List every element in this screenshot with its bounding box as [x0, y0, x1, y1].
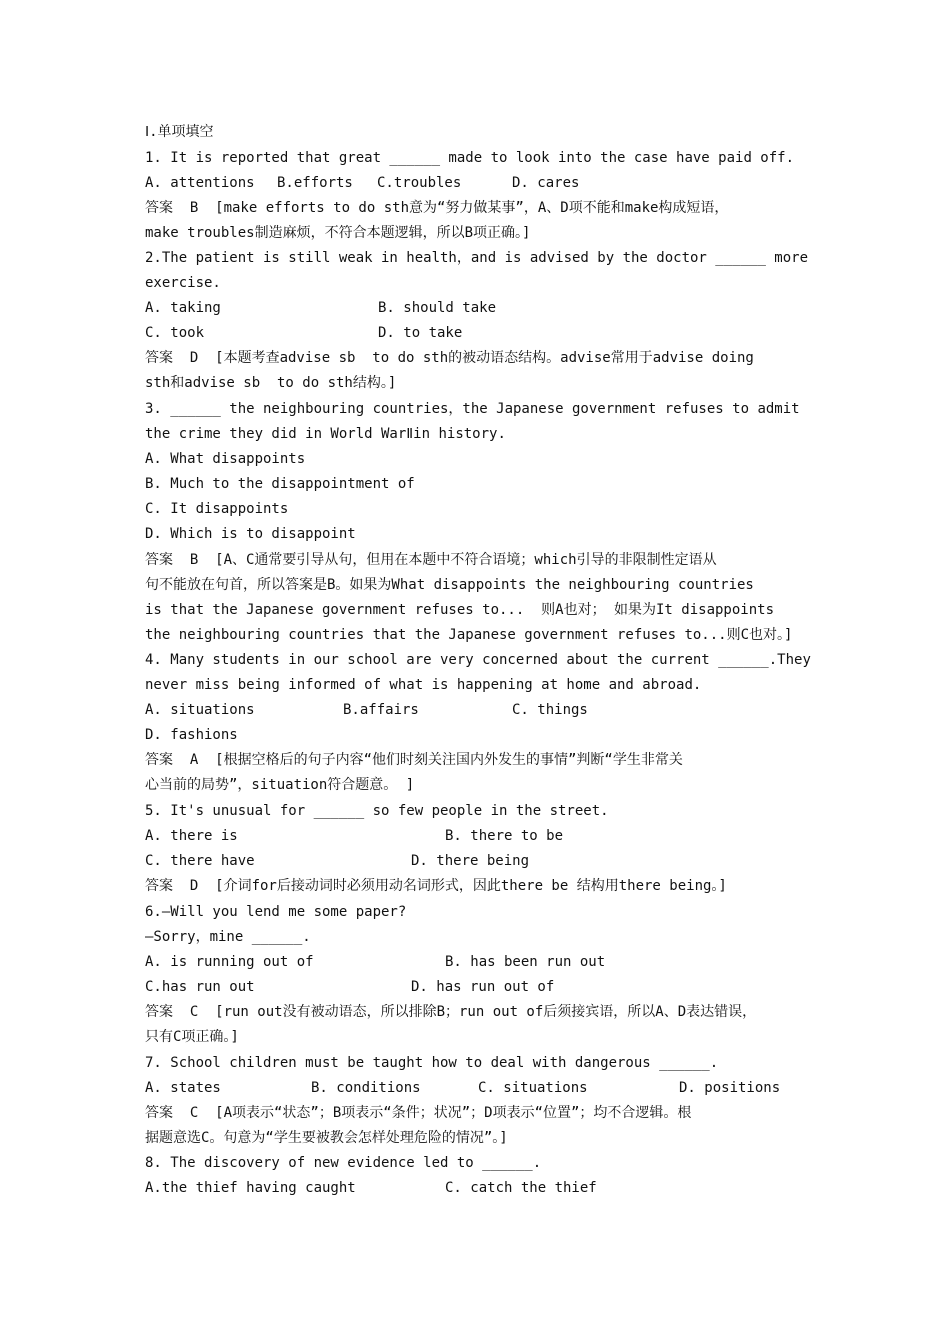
- question-4-answer-line-1: 答案 A [根据空格后的句子内容“他们时刻关注国内外发生的事情”判断“学生非常关: [145, 752, 683, 768]
- option-d: D. positions: [679, 1080, 781, 1096]
- option-b: B.affairs: [343, 702, 419, 718]
- option-c: C.troubles: [377, 175, 462, 191]
- option-d: D. to take: [378, 325, 463, 341]
- section-title: Ⅰ.单项填空: [145, 124, 214, 140]
- option-d: D. cares: [512, 175, 580, 191]
- question-1-stem: 1. It is reported that great ______ made to look into the case have paid off.: [145, 150, 795, 166]
- question-5-options-row-2: [145, 851, 530, 871]
- question-6-answer-line-1: 答案 C [run out没有被动语态，所以排除B；run out of后须接宾语，所以A、D表达错误，: [145, 1004, 757, 1020]
- option-a: A. is running out of: [145, 954, 314, 970]
- question-2-stem-line-2: exercise.: [145, 275, 221, 291]
- question-7-stem: 7. School children must be taught how to deal with dangerous ______.: [145, 1055, 719, 1071]
- option-c: C. things: [512, 702, 588, 718]
- option-b: B. should take: [378, 300, 497, 316]
- question-4-options-row-1: [145, 700, 588, 720]
- question-6-stem-line-1: 6.—Will you lend me some paper?: [145, 904, 407, 920]
- question-3-stem-line-1: 3. ______ the neighbouring countries，the Japanese government refuses to admit: [145, 401, 800, 417]
- question-3-option-c: C. It disappoints: [145, 501, 289, 517]
- question-3-option-d: D. Which is to disappoint: [145, 526, 356, 542]
- option-c: C. there have: [145, 853, 255, 869]
- question-4-stem-line-1: 4. Many students in our school are very concerned about the current ______.They: [145, 652, 811, 668]
- question-3-answer-line-3: is that the Japanese government refuses to... 则A也对； 如果为It disappoints: [145, 602, 775, 618]
- question-1-options: [145, 173, 580, 193]
- question-1-answer-line-1: 答案 B [make efforts to do sth意为“努力做某事”，A、D项不能和make构成短语，: [145, 200, 729, 216]
- question-4-answer-line-2: 心当前的局势”，situation符合题意。 ]: [145, 777, 415, 793]
- option-b: B. conditions: [311, 1080, 421, 1096]
- option-a: A. attentions: [145, 175, 255, 191]
- question-6-stem-line-2: —Sorry，mine ______.: [145, 929, 311, 945]
- question-6-options-row-1: [145, 952, 606, 972]
- question-6-options-row-2: [145, 977, 555, 997]
- option-a: A.the thief having caught: [145, 1180, 356, 1196]
- question-3-stem-line-2: the crime they did in World WarⅡin history.: [145, 426, 506, 442]
- question-8-options: [145, 1178, 597, 1198]
- question-2-stem-line-1: 2.The patient is still weak in health，and is advised by the doctor ______ more: [145, 250, 809, 266]
- question-2-options-row-1: [145, 298, 497, 318]
- question-3-answer-line-4: the neighbouring countries that the Japanese government refuses to...则C也对。]: [145, 627, 793, 643]
- question-2-answer-line-1: 答案 D [本题考查advise sb to do sth的被动语态结构。advise常用于advise doing: [145, 350, 754, 366]
- option-d: D. there being: [411, 853, 530, 869]
- option-c: C. took: [145, 325, 205, 341]
- question-4-stem-line-2: never miss being informed of what is happening at home and abroad.: [145, 677, 702, 693]
- question-5-stem: 5. It's unusual for ______ so few people in the street.: [145, 803, 609, 819]
- question-3-option-a: A. What disappoints: [145, 451, 306, 467]
- question-5-answer: 答案 D [介词for后接动词时必须用动名词形式，因此there be 结构用there being。]: [145, 878, 727, 894]
- option-c: C. situations: [478, 1080, 588, 1096]
- question-5-options-row-1: [145, 826, 564, 846]
- option-b: B. there to be: [445, 828, 564, 844]
- option-a: A. states: [145, 1080, 221, 1096]
- option-a: A. there is: [145, 828, 238, 844]
- option-c: C. catch the thief: [445, 1180, 597, 1196]
- question-2-answer-line-2: sth和advise sb to do sth结构。]: [145, 375, 397, 391]
- question-7-answer-line-1: 答案 C [A项表示“状态”；B项表示“条件；状况”；D项表示“位置”；均不合逻辑。根: [145, 1105, 692, 1121]
- question-7-answer-line-2: 据题意选C。句意为“学生要被教会怎样处理危险的情况”。]: [145, 1130, 508, 1146]
- question-6-answer-line-2: 只有C项正确。]: [145, 1029, 239, 1045]
- option-a: A. situations: [145, 702, 255, 718]
- option-c: C.has run out: [145, 979, 255, 995]
- option-b: B. has been run out: [445, 954, 606, 970]
- question-3-answer-line-1: 答案 B [A、C通常要引导从句，但用在本题中不符合语境；which引导的非限制性定语从: [145, 552, 717, 568]
- question-8-stem: 8. The discovery of new evidence led to ______.: [145, 1155, 542, 1171]
- question-7-options: [145, 1078, 781, 1098]
- option-d: D. has run out of: [411, 979, 555, 995]
- question-2-options-row-2: [145, 323, 463, 343]
- question-3-option-b: B. Much to the disappointment of: [145, 476, 415, 492]
- question-1-answer-line-2: make troubles制造麻烦，不符合本题逻辑，所以B项正确。]: [145, 225, 531, 241]
- question-3-answer-line-2: 句不能放在句首，所以答案是B。如果为What disappoints the neighbouring countries: [145, 577, 754, 593]
- option-b: B.efforts: [277, 175, 353, 191]
- question-4-option-d: D. fashions: [145, 727, 238, 743]
- option-a: A. taking: [145, 300, 221, 316]
